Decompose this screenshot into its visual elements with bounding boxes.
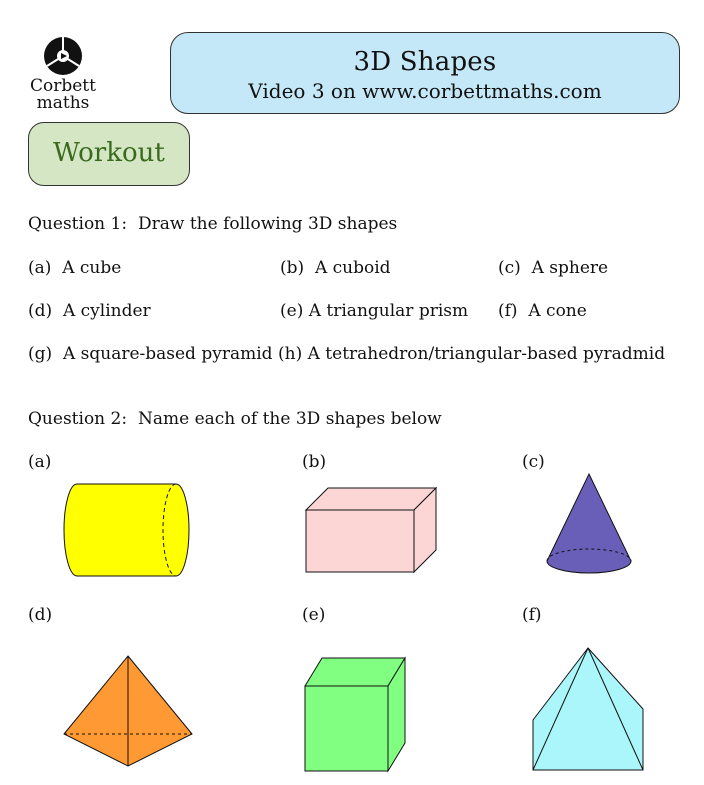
page-title: 3D Shapes <box>353 47 497 77</box>
cone-body <box>547 474 631 573</box>
square-based-pyramid-shape <box>533 648 643 770</box>
cuboid-front <box>306 510 414 572</box>
tetrahedron-shape <box>64 656 192 766</box>
q2-label-d: (d) <box>28 605 53 625</box>
cube-top <box>305 658 405 686</box>
cube-shape <box>305 658 405 771</box>
cone-shape <box>547 474 631 573</box>
q2-label-e: (e) <box>302 605 326 625</box>
question2-number: Question 2: <box>28 409 128 429</box>
corbettmaths-logo <box>18 36 108 116</box>
q1-item-c: (c) A sphere <box>498 258 609 278</box>
workout-badge: Workout <box>28 122 190 186</box>
pyramid-outline <box>533 648 643 770</box>
cylinder-body <box>64 484 189 576</box>
q1-item-d: (d) A cylinder <box>28 301 151 321</box>
cuboid-top <box>306 488 436 510</box>
question1-number: Question 1: <box>28 214 128 234</box>
q1-item-a: (a) A cube <box>28 258 122 278</box>
logo-text-maths: maths <box>36 93 90 113</box>
q1-item-h: (h) A tetrahedron/triangular-based pyradmid <box>278 344 666 364</box>
page-subtitle: Video 3 on www.corbettmaths.com <box>248 79 602 103</box>
q2-label-c: (c) <box>522 452 545 472</box>
cube-side <box>388 658 405 771</box>
q1-item-b: (b) A cuboid <box>280 258 391 278</box>
question2-prompt: Name each of the 3D shapes below <box>138 409 442 429</box>
cuboid-shape <box>306 488 436 572</box>
title-banner <box>170 32 680 114</box>
tetrahedron-face <box>64 656 192 766</box>
q1-item-e: (e) A triangular prism <box>280 301 469 321</box>
q2-label-f: (f) <box>522 605 542 625</box>
q1-item-g: (g) A square-based pyramid <box>28 344 273 364</box>
cube-front <box>305 686 388 771</box>
cylinder-shape <box>64 484 189 576</box>
q1-item-f: (f) A cone <box>498 301 587 321</box>
logo-text-corbett: Corbett <box>30 76 96 96</box>
cuboid-side <box>414 488 436 572</box>
q2-label-a: (a) <box>28 452 52 472</box>
question1-prompt: Draw the following 3D shapes <box>138 214 398 234</box>
q2-label-b: (b) <box>302 452 327 472</box>
logo-emblem-icon <box>18 36 108 76</box>
